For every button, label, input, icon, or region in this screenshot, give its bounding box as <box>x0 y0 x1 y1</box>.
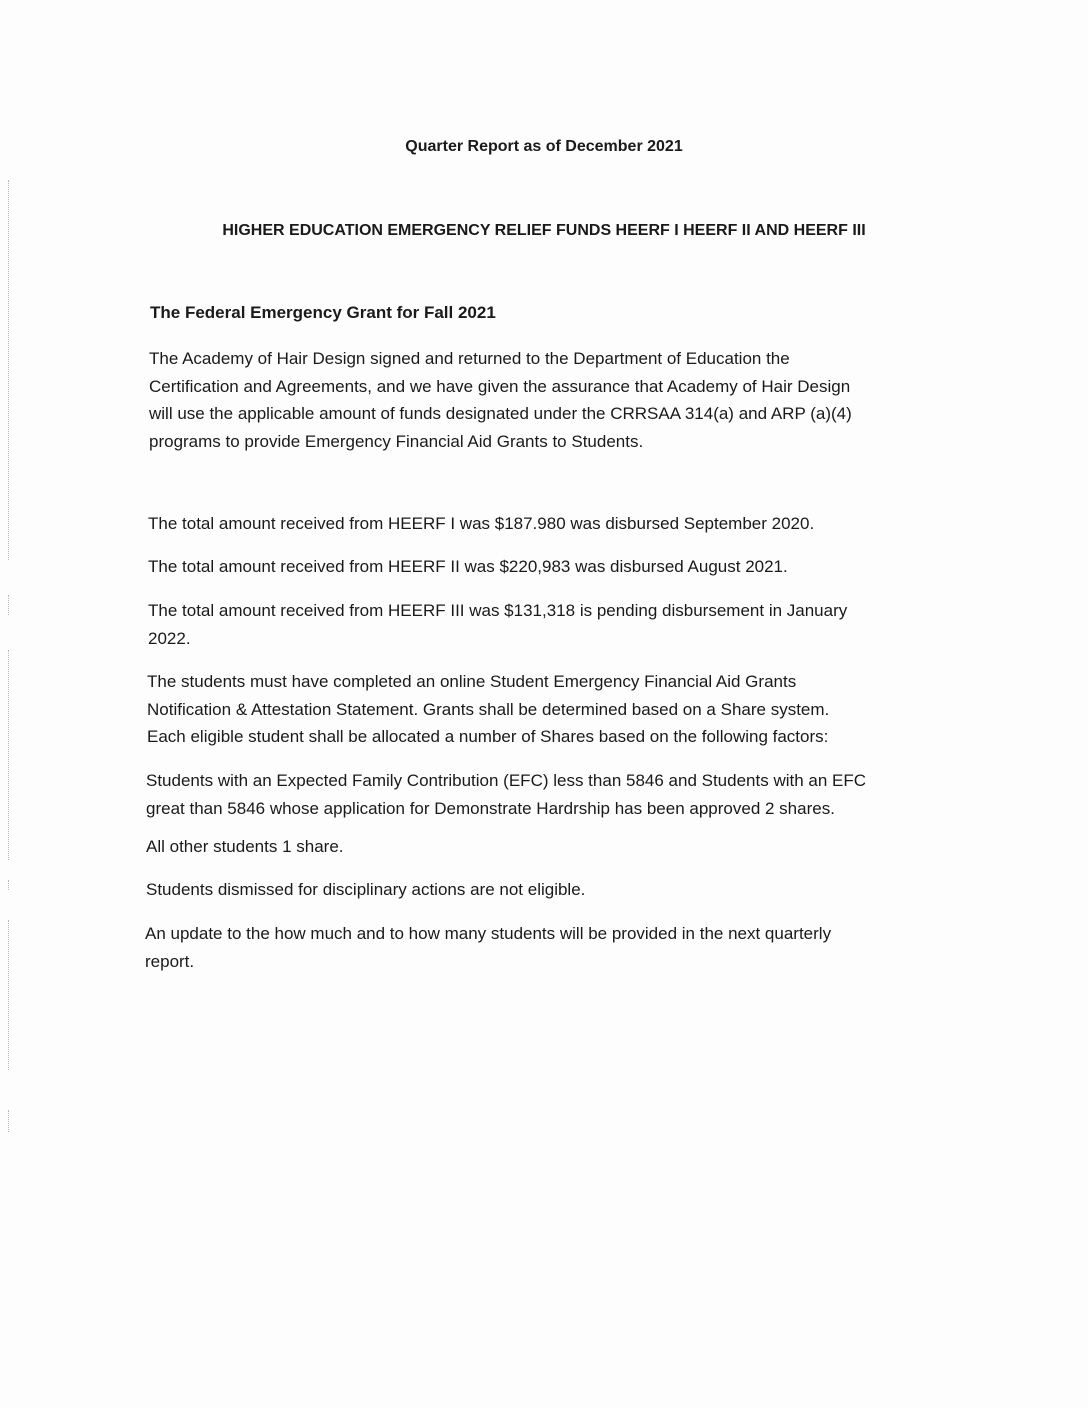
scan-edge-marks <box>8 595 13 615</box>
other-students-line: All other students 1 share. <box>146 837 344 856</box>
dismissed-students-line: Students dismissed for disciplinary actions are not eligible. <box>146 880 586 899</box>
heerf3-amount-line: The total amount received from HEERF III was $131,318 is pending disbursement in January 2022. <box>148 601 848 648</box>
eligibility-paragraph: The students must have completed an online Student Emergency Financial Aid Grants Notification & Attestation Statement. Grants shall be determined based on a Share system. Each eligible student shall be allocated a number of Shares based on the following factors: <box>147 672 830 746</box>
heerf1-amount-line: The total amount received from HEERF I was $187.980 was disbursed September 2020. <box>148 514 815 533</box>
efc-paragraph: Students with an Expected Family Contribution (EFC) less than 5846 and Students with an EFC great than 5846 whose application for Demonstrate Hardrship has been approved 2 shares. <box>146 771 867 818</box>
heerf2-amount-line: The total amount received from HEERF II was $220,983 was disbursed August 2021. <box>148 557 788 576</box>
intro-paragraph: The Academy of Hair Design signed and returned to the Department of Education the Certification and Agreements, and we have given the assurance that Academy of Hair Design will use the applicable amount of funds designated under the CRRSAA 314(a) and ARP (a)(4) programs to provide Emergency Financial Aid Grants to Students. <box>149 349 852 451</box>
update-paragraph: An update to the how much and to how many students will be provided in the next quarterly report. <box>145 924 832 971</box>
scan-edge-marks <box>8 880 13 890</box>
scan-edge-marks <box>8 650 13 860</box>
report-title: Quarter Report as of December 2021 <box>405 138 683 155</box>
section-heading: The Federal Emergency Grant for Fall 2021 <box>150 303 496 322</box>
report-subtitle: HIGHER EDUCATION EMERGENCY RELIEF FUNDS HEERF I HEERF II AND HEERF III <box>222 222 866 239</box>
scan-edge-marks <box>8 920 13 1070</box>
scan-edge-marks <box>8 1110 13 1132</box>
